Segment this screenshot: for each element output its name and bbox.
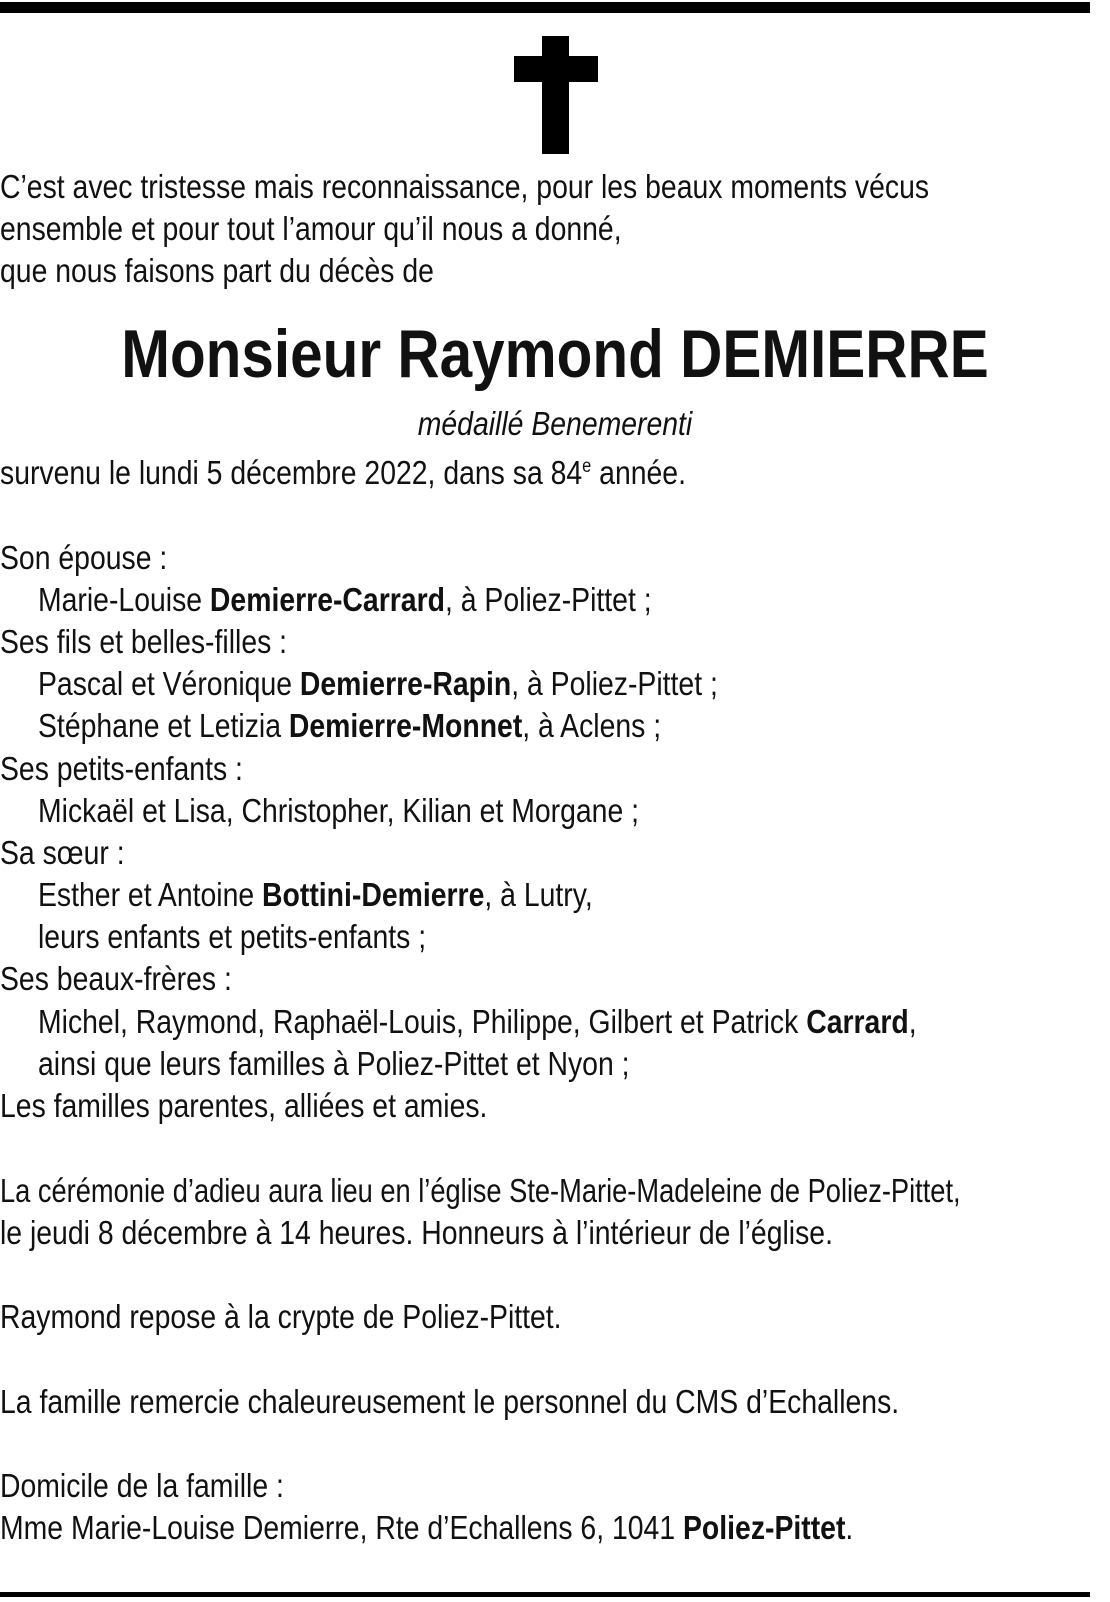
intro-line-2: ensemble et pour tout l’amour qu’il nous a donné, [0, 210, 622, 247]
relatives-line: Les familles parentes, alliées et amies. [0, 1087, 488, 1124]
grandchildren-entry: Mickaël et Lisa, Christopher, Kilian et Morgane ; [38, 792, 640, 829]
sons-heading: Ses fils et belles-filles : [0, 623, 288, 660]
death-notice: survenu le lundi 5 décembre 2022, dans sa 84e année. [0, 454, 686, 491]
grandchildren-heading: Ses petits-enfants : [0, 750, 243, 787]
cross-icon [514, 36, 598, 154]
sister-entry-line-2: leurs enfants et petits-enfants ; [38, 918, 427, 955]
ceremony-line-1: La cérémonie d’adieu aura lieu en l’église Ste-Marie-Madeleine de Poliez-Pittet, [0, 1172, 961, 1209]
intro-line-1: C’est avec tristesse mais reconnaissance, pour les beaux moments vécus [0, 168, 930, 205]
ordinal-suffix: e [582, 456, 592, 477]
ceremony-line-2: le jeudi 8 décembre à 14 heures. Honneurs à l’intérieur de l’église. [0, 1214, 833, 1251]
domicile-address: Mme Marie-Louise Demierre, Rte d’Echallens 6, 1041 Poliez-Pittet. [0, 1509, 854, 1546]
brothers-heading: Ses beaux-frères : [0, 960, 232, 997]
bottom-rule [0, 1592, 1090, 1597]
deceased-name: Monsieur Raymond DEMIERRE [121, 316, 989, 392]
spouse-heading: Son épouse : [0, 539, 168, 576]
son-entry-1: Pascal et Véronique Demierre-Rapin, à Poliez-Pittet ; [38, 665, 718, 702]
repose-line: Raymond repose à la crypte de Poliez-Pittet. [0, 1298, 562, 1335]
deceased-distinction: médaillé Benemerenti [417, 405, 693, 442]
brothers-entry: Michel, Raymond, Raphaël-Louis, Philippe, Gilbert et Patrick Carrard, [38, 1003, 917, 1040]
top-rule [0, 2, 1090, 13]
thanks-line: La famille remercie chaleureusement le personnel du CMS d’Echallens. [0, 1383, 900, 1420]
brothers-entry-line-2: ainsi que leurs familles à Poliez-Pittet et Nyon ; [38, 1045, 630, 1082]
son-entry-2: Stéphane et Letizia Demierre-Monnet, à Aclens ; [38, 707, 662, 744]
sister-heading: Sa sœur : [0, 834, 125, 871]
spouse-entry: Marie-Louise Demierre-Carrard, à Poliez-Pittet ; [38, 581, 652, 618]
sister-entry: Esther et Antoine Bottini-Demierre, à Lutry, [38, 876, 593, 913]
domicile-heading: Domicile de la famille : [0, 1467, 284, 1504]
intro-line-3: que nous faisons part du décès de [0, 252, 434, 289]
